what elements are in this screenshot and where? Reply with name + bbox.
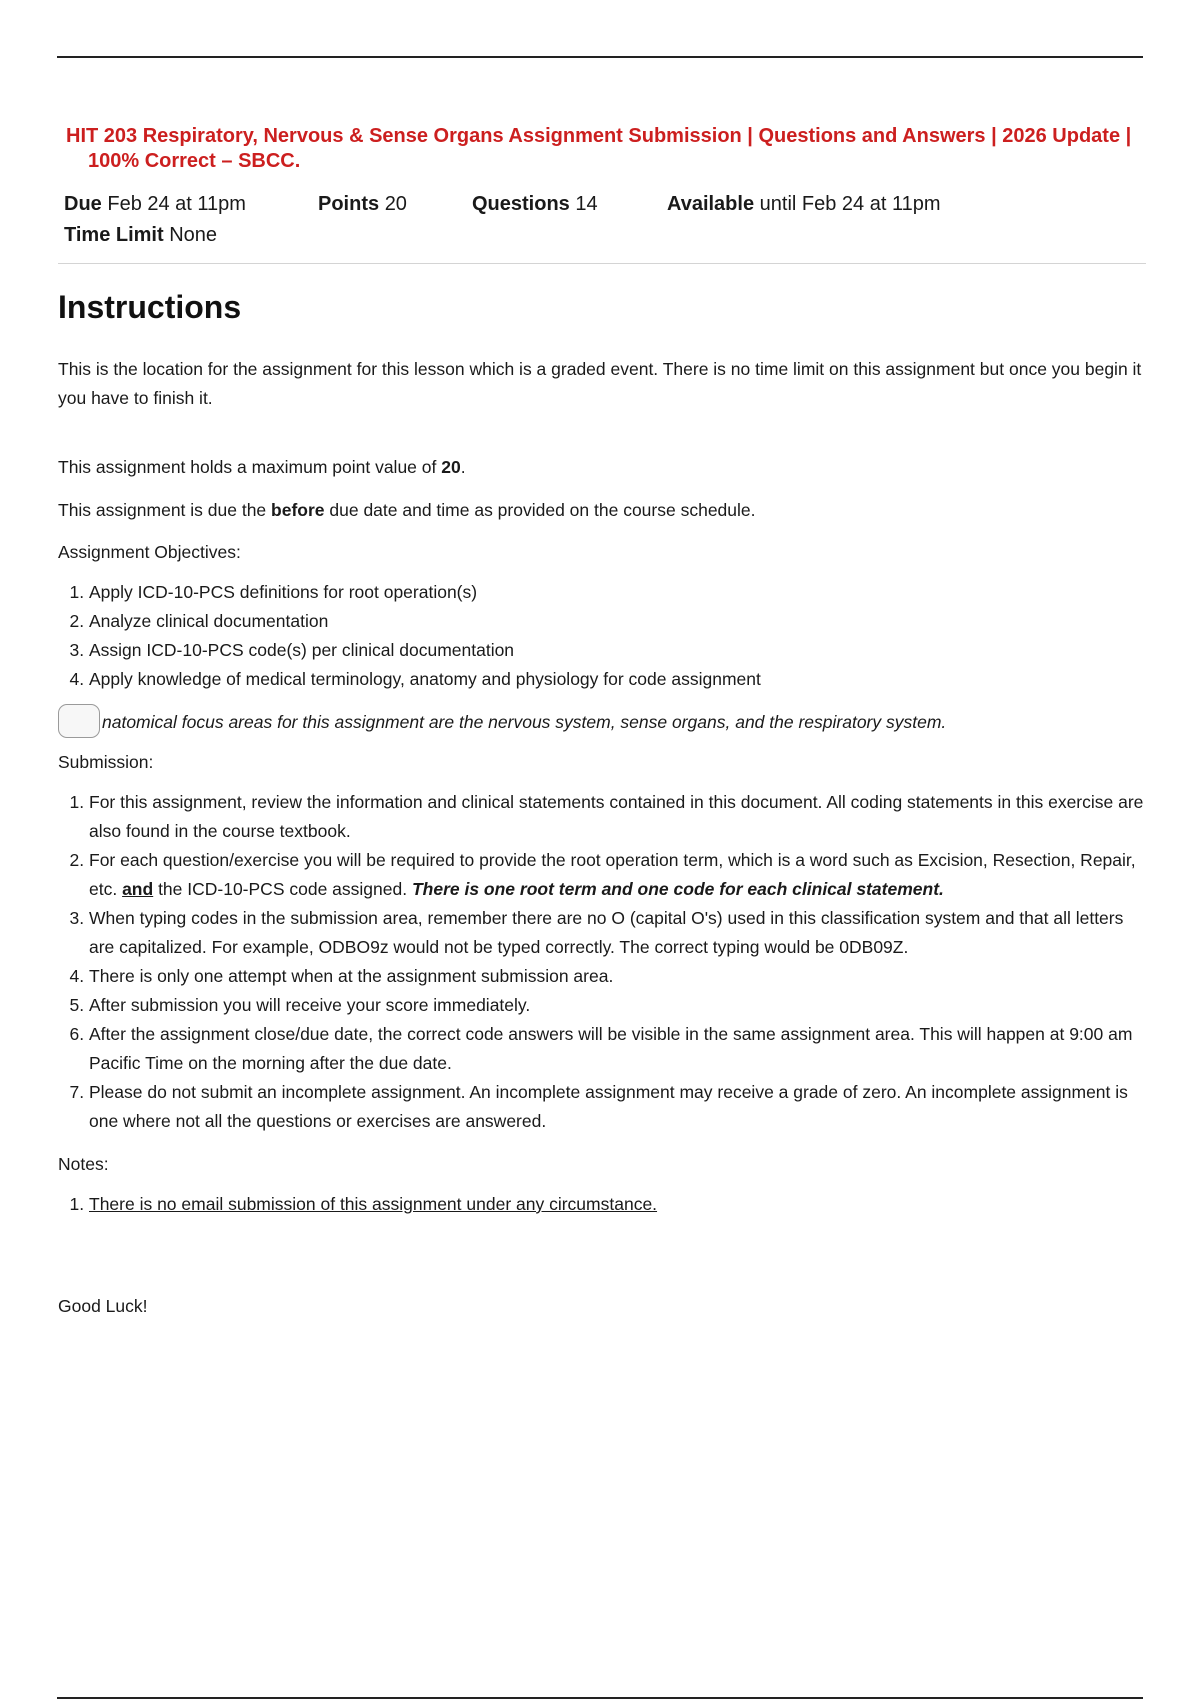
questions-info [472,189,667,220]
due-bold: before [271,500,325,520]
submission-item-2-text-a: For each question/exercise you will be required to provide the root operation term, which is a word such as Excision, Resection, Repair, etc. [89,850,1136,899]
points-info [318,189,472,220]
due-prefix: This assignment is due the [58,500,272,520]
assignment-title[interactable]: HIT 203 Respiratory, Nervous & Sense Organs Assignment Submission | Questions and Answers | 2026 Update | 100% Correct – SBCC. [66,125,1132,172]
details-row-2 [64,220,1148,251]
due-suffix: due date and time as provided on the course schedule. [324,500,756,520]
due-paragraph [58,496,1148,525]
points-label: Points [318,193,380,215]
objectives-label: Assignment Objectives: [58,542,241,562]
assignment-details [64,189,1148,251]
instructions-heading: Instructions [58,289,242,325]
available-label: Available [667,193,755,215]
due-label: Due [64,193,102,215]
submission-label: Submission: [58,752,154,772]
submission-list [58,788,1148,1136]
note-item [89,1190,1148,1219]
submission-item: 1. For this assignment, review the information and clinical statements contained in this document. All coding statements in this exercise are also found in the course textbook. [89,788,1148,846]
closing-text: Good Luck! [58,1296,148,1316]
submission-item: 6. After the assignment close/due date, the correct code answers will be visible in the same assignment area. This will happen at 9:00 am Pacific Time on the morning after the due date. [89,1020,1148,1078]
available-value: until Feb 24 at 11pm [759,193,941,215]
time-limit-info [64,220,217,251]
due-info [64,189,318,220]
time-limit-value: None [169,224,218,246]
no-email-note[interactable]: There is no email submission of this assignment under any circumstance. [89,1194,658,1214]
points-value: 20 [384,193,407,215]
objective-item: 3. Assign ICD-10-PCS code(s) per clinical documentation [89,636,1148,665]
submission-item [89,846,1148,904]
bottom-rule [57,1697,1143,1699]
overlay-box [58,704,100,738]
max-points-suffix: . [460,457,466,477]
submission-item: 5. After submission you will receive your score immediately. [89,991,1148,1020]
submission-item: 4. There is only one attempt when at the assignment submission area. [89,962,1148,991]
submission-item-2-and: and [122,879,154,899]
objective-item: 1. Apply ICD-10-PCS definitions for root operation(s) [89,578,1148,607]
questions-label: Questions [472,193,570,215]
available-info [667,189,941,220]
submission-item-2-emphasis: There is one root term and one code for each clinical statement. [411,879,944,899]
time-limit-label: Time Limit [64,224,164,246]
intro-paragraph: This is the location for the assignment for this lesson which is a graded event. There is no time limit on this assignment but once you begin it you have to finish it. [58,359,1142,408]
notes-list [58,1190,1148,1219]
questions-value: 14 [575,193,598,215]
submission-item: 7. Please do not submit an incomplete assignment. An incomplete assignment may receive a grade of zero. An incomplete assignment is one where not all the questions or exercises are answered. [89,1078,1148,1136]
focus-areas-text: natomical focus areas for this assignment are the nervous system, sense organs, and the respiratory system. [102,712,947,732]
due-value: Feb 24 at 11pm [107,193,246,215]
assignment-page [58,124,1148,1321]
objective-item: 2. Analyze clinical documentation [89,607,1148,636]
submission-item-2-text-b: the ICD-10-PCS code assigned. [153,879,412,899]
submission-item: 3. When typing codes in the submission area, remember there are no O (capital O's) used in this classification system and that all letters are capitalized. For example, ODBO9z would not be typed correctly. The correct typing would be 0DB09Z. [89,904,1148,962]
max-points-paragraph [58,453,1148,482]
details-divider [58,263,1146,264]
focus-areas-row [58,704,1148,740]
top-rule [57,56,1143,58]
max-points-value: 20 [441,457,461,477]
notes-label: Notes: [58,1154,109,1174]
objective-item: 4. Apply knowledge of medical terminology, anatomy and physiology for code assignment [89,665,1148,694]
details-row-1 [64,189,1148,220]
max-points-prefix: This assignment holds a maximum point value of [58,457,442,477]
objectives-list [58,578,1148,694]
